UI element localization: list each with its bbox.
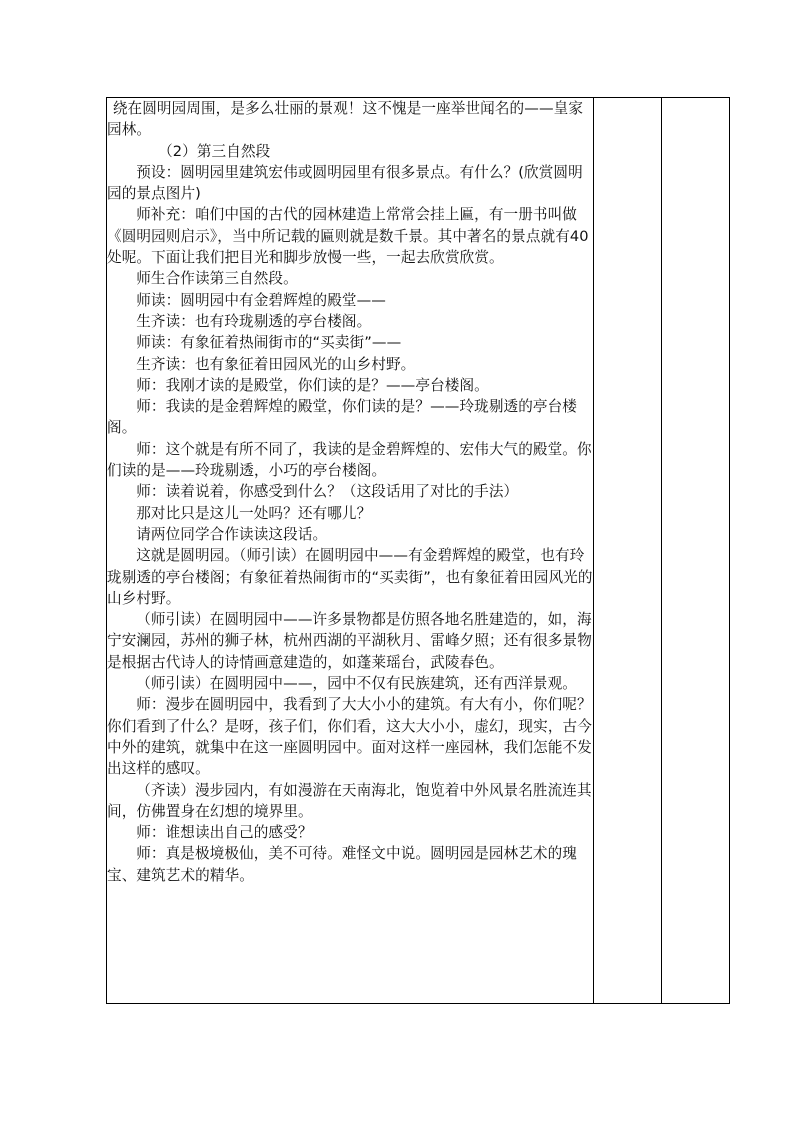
paragraph: 师：我刚才读的是殿堂，你们读的是？——亭台楼阁。 bbox=[136, 376, 489, 394]
paragraph: 师：谁想读出自己的感受？ bbox=[136, 824, 313, 842]
paragraph: 师：读着说着，你感受到什么？（这段话用了对比的手法） bbox=[136, 483, 519, 501]
paragraph: （齐读）漫步园内，有如漫游在天南海北，饱览着中外风景名胜流连其间，仿佛置身在幻想的境界里。 bbox=[107, 781, 592, 820]
paragraph: 请两位同学合作读读这段话。 bbox=[136, 525, 328, 543]
paragraph: 那对比只是这儿一处吗？还有哪儿？ bbox=[136, 504, 372, 522]
paragraph: 师读：圆明园中有金碧辉煌的殿堂—— bbox=[136, 291, 386, 309]
paragraph: 师：漫步在圆明园中，我看到了大大小小的建筑。有大有小，你们呢？你们看到了什么？是呀，孩子们，你们看，这大大小小，虚幻，现实，古今中外的建筑，就集中在这一座圆明园中。面对这样一座园林，我们怎能不发出这样的感叹。 bbox=[107, 696, 592, 778]
paragraph: 师补充：咱们中国的古代的园林建造上常常会挂上匾，有一册书叫做《圆明园则启示》，当中所记载的匾则就是数千景。其中著名的景点就有40处呢。下面让我们把目光和脚步放慢一些，一起去欣赏欣赏。 bbox=[107, 206, 589, 267]
paragraph: 绕在圆明园周围，是多么壮丽的景观！这不愧是一座举世闻名的——皇家园林。 bbox=[107, 100, 584, 139]
paragraph: 生齐读：也有象征着田园风光的山乡村野。 bbox=[136, 355, 416, 373]
paragraph: （师引读）在圆明园中——，园中不仅有民族建筑，还有西洋景观。 bbox=[136, 675, 578, 693]
paragraph: 预设：圆明园里建筑宏伟或圆明园里有很多景点。有什么？(欣赏圆明园的景点图片) bbox=[107, 163, 583, 203]
empty-remarks-cell bbox=[662, 98, 730, 1004]
empty-notes-cell bbox=[594, 98, 662, 1004]
lesson-table bbox=[106, 97, 730, 1004]
paragraph: 师生合作读第三自然段。 bbox=[136, 270, 298, 288]
lesson-content-cell bbox=[107, 98, 594, 1004]
table-row bbox=[107, 98, 730, 1004]
paragraph: 师：这个就是有所不同了，我读的是金碧辉煌的、宏伟大气的殿堂。你们读的是——玲珑剔透，小巧的亭台楼阁。 bbox=[107, 440, 592, 480]
paragraph: 生齐读：也有玲珑剔透的亭台楼阁。 bbox=[136, 312, 372, 330]
section-heading: （2）第三自然段 bbox=[158, 142, 271, 160]
paragraph: （师引读）在圆明园中——许多景物都是仿照各地名胜建造的，如，海宁安澜园，苏州的狮子林，杭州西湖的平湖秋月、雷峰夕照；还有很多景物是根据古代诗人的诗情画意建造的，如蓬莱瑶台，武陵春色。 bbox=[107, 611, 592, 671]
paragraph: 师：我读的是金碧辉煌的殿堂，你们读的是？——玲珑剔透的亭台楼阁。 bbox=[107, 398, 578, 437]
paragraph: 这就是圆明园。（师引读）在圆明园中——有金碧辉煌的殿堂，也有玲珑剔透的亭台楼阁；有象征着热闹街市的“买卖街”，也有象征着田园风光的山乡村野。 bbox=[107, 547, 593, 607]
paragraph: 师读：有象征着热闹街市的“买卖街”—— bbox=[136, 334, 402, 352]
paragraph: 师：真是极境极仙，美不可待。难怪文中说。圆明园是园林艺术的瑰宝、建筑艺术的精华。 bbox=[107, 845, 578, 884]
